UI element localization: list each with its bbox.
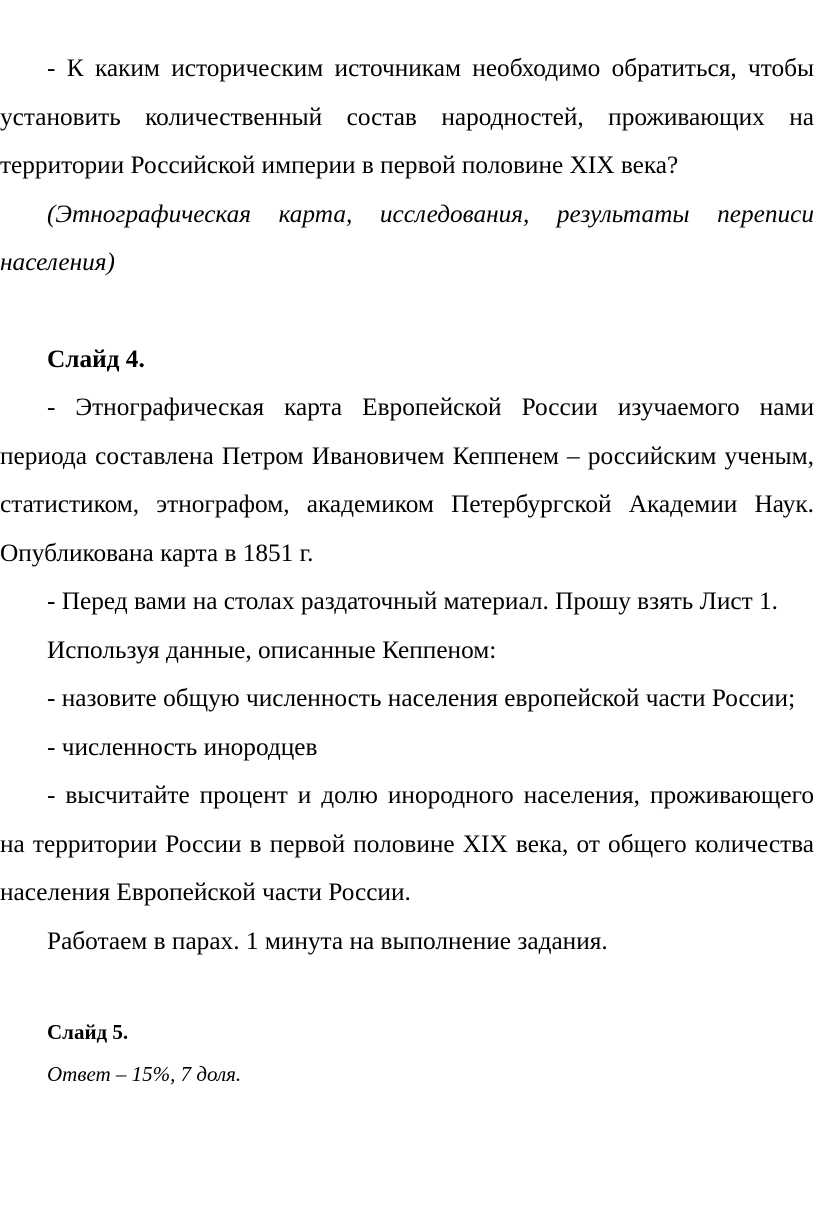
task-inorodtsy-count: - численность инородцев bbox=[47, 732, 318, 761]
question-sources: - К каким историческим источникам необходимо обратиться, чтобы установить количественный состав народностей, проживающих на территории Российской империи в первой половине XIX века? bbox=[0, 54, 814, 179]
slide-4-heading: Слайд 4. bbox=[47, 344, 145, 373]
spacer bbox=[0, 965, 814, 1017]
pairs-paragraph: Работаем в парах. 1 минута на выполнение задания. bbox=[47, 926, 608, 955]
task-total-population: - назовите общую численность населения европейской части России; bbox=[47, 684, 796, 712]
answer-sources: (Этнографическая карта, исследования, результаты переписи населения) bbox=[0, 199, 814, 276]
spacer bbox=[0, 287, 814, 335]
answer-paragraph: Ответ – 15%, 7 доля. bbox=[47, 1062, 242, 1086]
slide-5-heading: Слайд 5. bbox=[47, 1020, 129, 1044]
task-percentage: - высчитайте процент и долю инородного населения, проживающего на территории России в первой половине XIX века, от общего количества населения Европейской части России. bbox=[0, 781, 814, 906]
keppen-map-paragraph: - Этнографическая карта Европейской России изучаемого нами периода составлена Петром Ивановичем Кеппенем – российским ученым, статистиком, этнографом, академиком Петербургской Академии Наук. Опубликована карта в 1851 г. bbox=[0, 393, 814, 567]
handout-paragraph: - Перед вами на столах раздаточный материал. Прошу взять Лист 1. bbox=[47, 587, 778, 615]
using-data-paragraph: Используя данные, описанные Кеппеном: bbox=[47, 635, 497, 664]
